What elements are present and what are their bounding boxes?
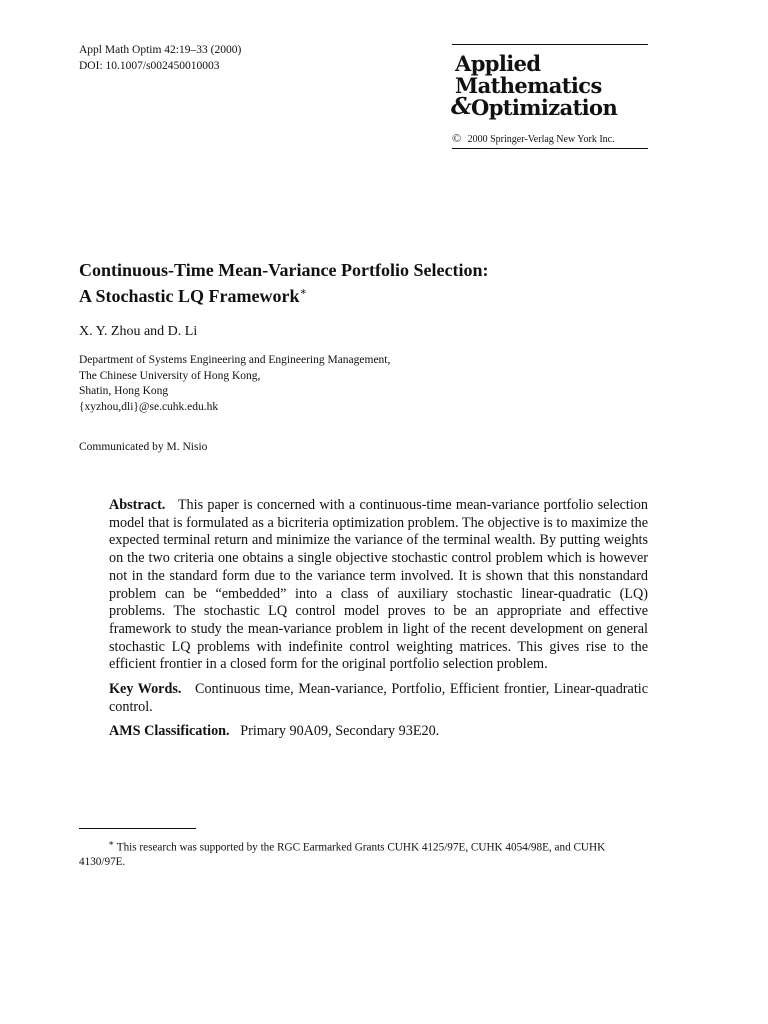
affiliation-line: Shatin, Hong Kong — [79, 385, 169, 397]
title-line2-wrap — [79, 281, 679, 307]
footnote-text: This research was supported by the RGC Earmarked Grants CUHK 4125/97E, CUHK 4054/98E, and CUHK 4130/97E. — [79, 841, 606, 869]
journal-logo-line3-wrap — [451, 93, 618, 120]
authors: X. Y. Zhou and D. Li — [79, 324, 198, 339]
journal-logo-line1: Applied — [455, 51, 541, 76]
affiliation-line: The Chinese University of Hong Kong, — [79, 369, 261, 382]
communicated-by: Communicated by M. Nisio — [79, 441, 208, 453]
copyright-symbol: © — [452, 131, 462, 145]
journal-bottom-rule — [452, 148, 648, 149]
journal-logo-line2: Mathematics — [455, 73, 602, 98]
journal-logo-line3: Optimization — [471, 95, 618, 120]
citation: Appl Math Optim 42:19–33 (2000) — [79, 44, 242, 56]
journal-logo-ampersand: & — [451, 93, 472, 120]
abstract-label: Abstract. — [109, 497, 166, 513]
email: {xyzhou,dli}@se.cuhk.edu.hk — [79, 400, 219, 413]
journal-top-rule — [452, 44, 648, 45]
keywords-text: Continuous time, Mean-variance, Portfolio, Efficient frontier, Linear-quadratic control. — [109, 681, 648, 715]
title-footnote-mark: ∗ — [299, 286, 307, 298]
journal-logo — [451, 51, 618, 120]
ams-paragraph — [109, 723, 648, 741]
abstract-paragraph — [109, 497, 648, 674]
keywords-label: Key Words. — [109, 681, 182, 698]
abstract-section — [109, 497, 648, 748]
title-line1: Continuous-Time Mean-Variance Portfolio Selection: — [79, 260, 489, 280]
abstract-text: This paper is concerned with a continuous-time mean-variance portfolio selection model that is formulated as a bicriteria optimization problem. The objective is to maximize the expected terminal return and minimize the variance of the terminal wealth. By putting weights on the two criteria one obtains a single objective stochastic control problem which is however not in the standard form due to the variance term involved. It is shown that this nonstandard problem can be “embedded” into a class of auxiliary stochastic linear-quadratic (LQ) problems. The stochastic LQ control model proves to be an appropriate and effective framework to study the mean-variance problem in light of the recent development on general stochastic LQ problems with indefinite control weighting matrices. This gives rise to the efficient frontier in a closed form for the original portfolio selection problem. — [109, 497, 648, 673]
copyright-text: 2000 Springer-Verlag New York Inc. — [467, 134, 615, 145]
ams-label: AMS Classification. — [109, 723, 230, 740]
footnote-rule — [79, 828, 196, 829]
footnote — [79, 836, 648, 870]
doi: DOI: 10.1007/s002450010003 — [79, 60, 220, 72]
keywords-paragraph — [109, 681, 648, 716]
title-line2: A Stochastic LQ Framework — [79, 286, 300, 306]
paper-title — [79, 259, 679, 307]
ams-text: Primary 90A09, Secondary 93E20. — [240, 723, 440, 740]
footnote-mark: ∗ — [108, 838, 115, 848]
copyright-line — [452, 132, 615, 146]
affiliation — [79, 353, 390, 415]
affiliation-line: Department of Systems Engineering and Engineering Management, — [79, 354, 391, 366]
